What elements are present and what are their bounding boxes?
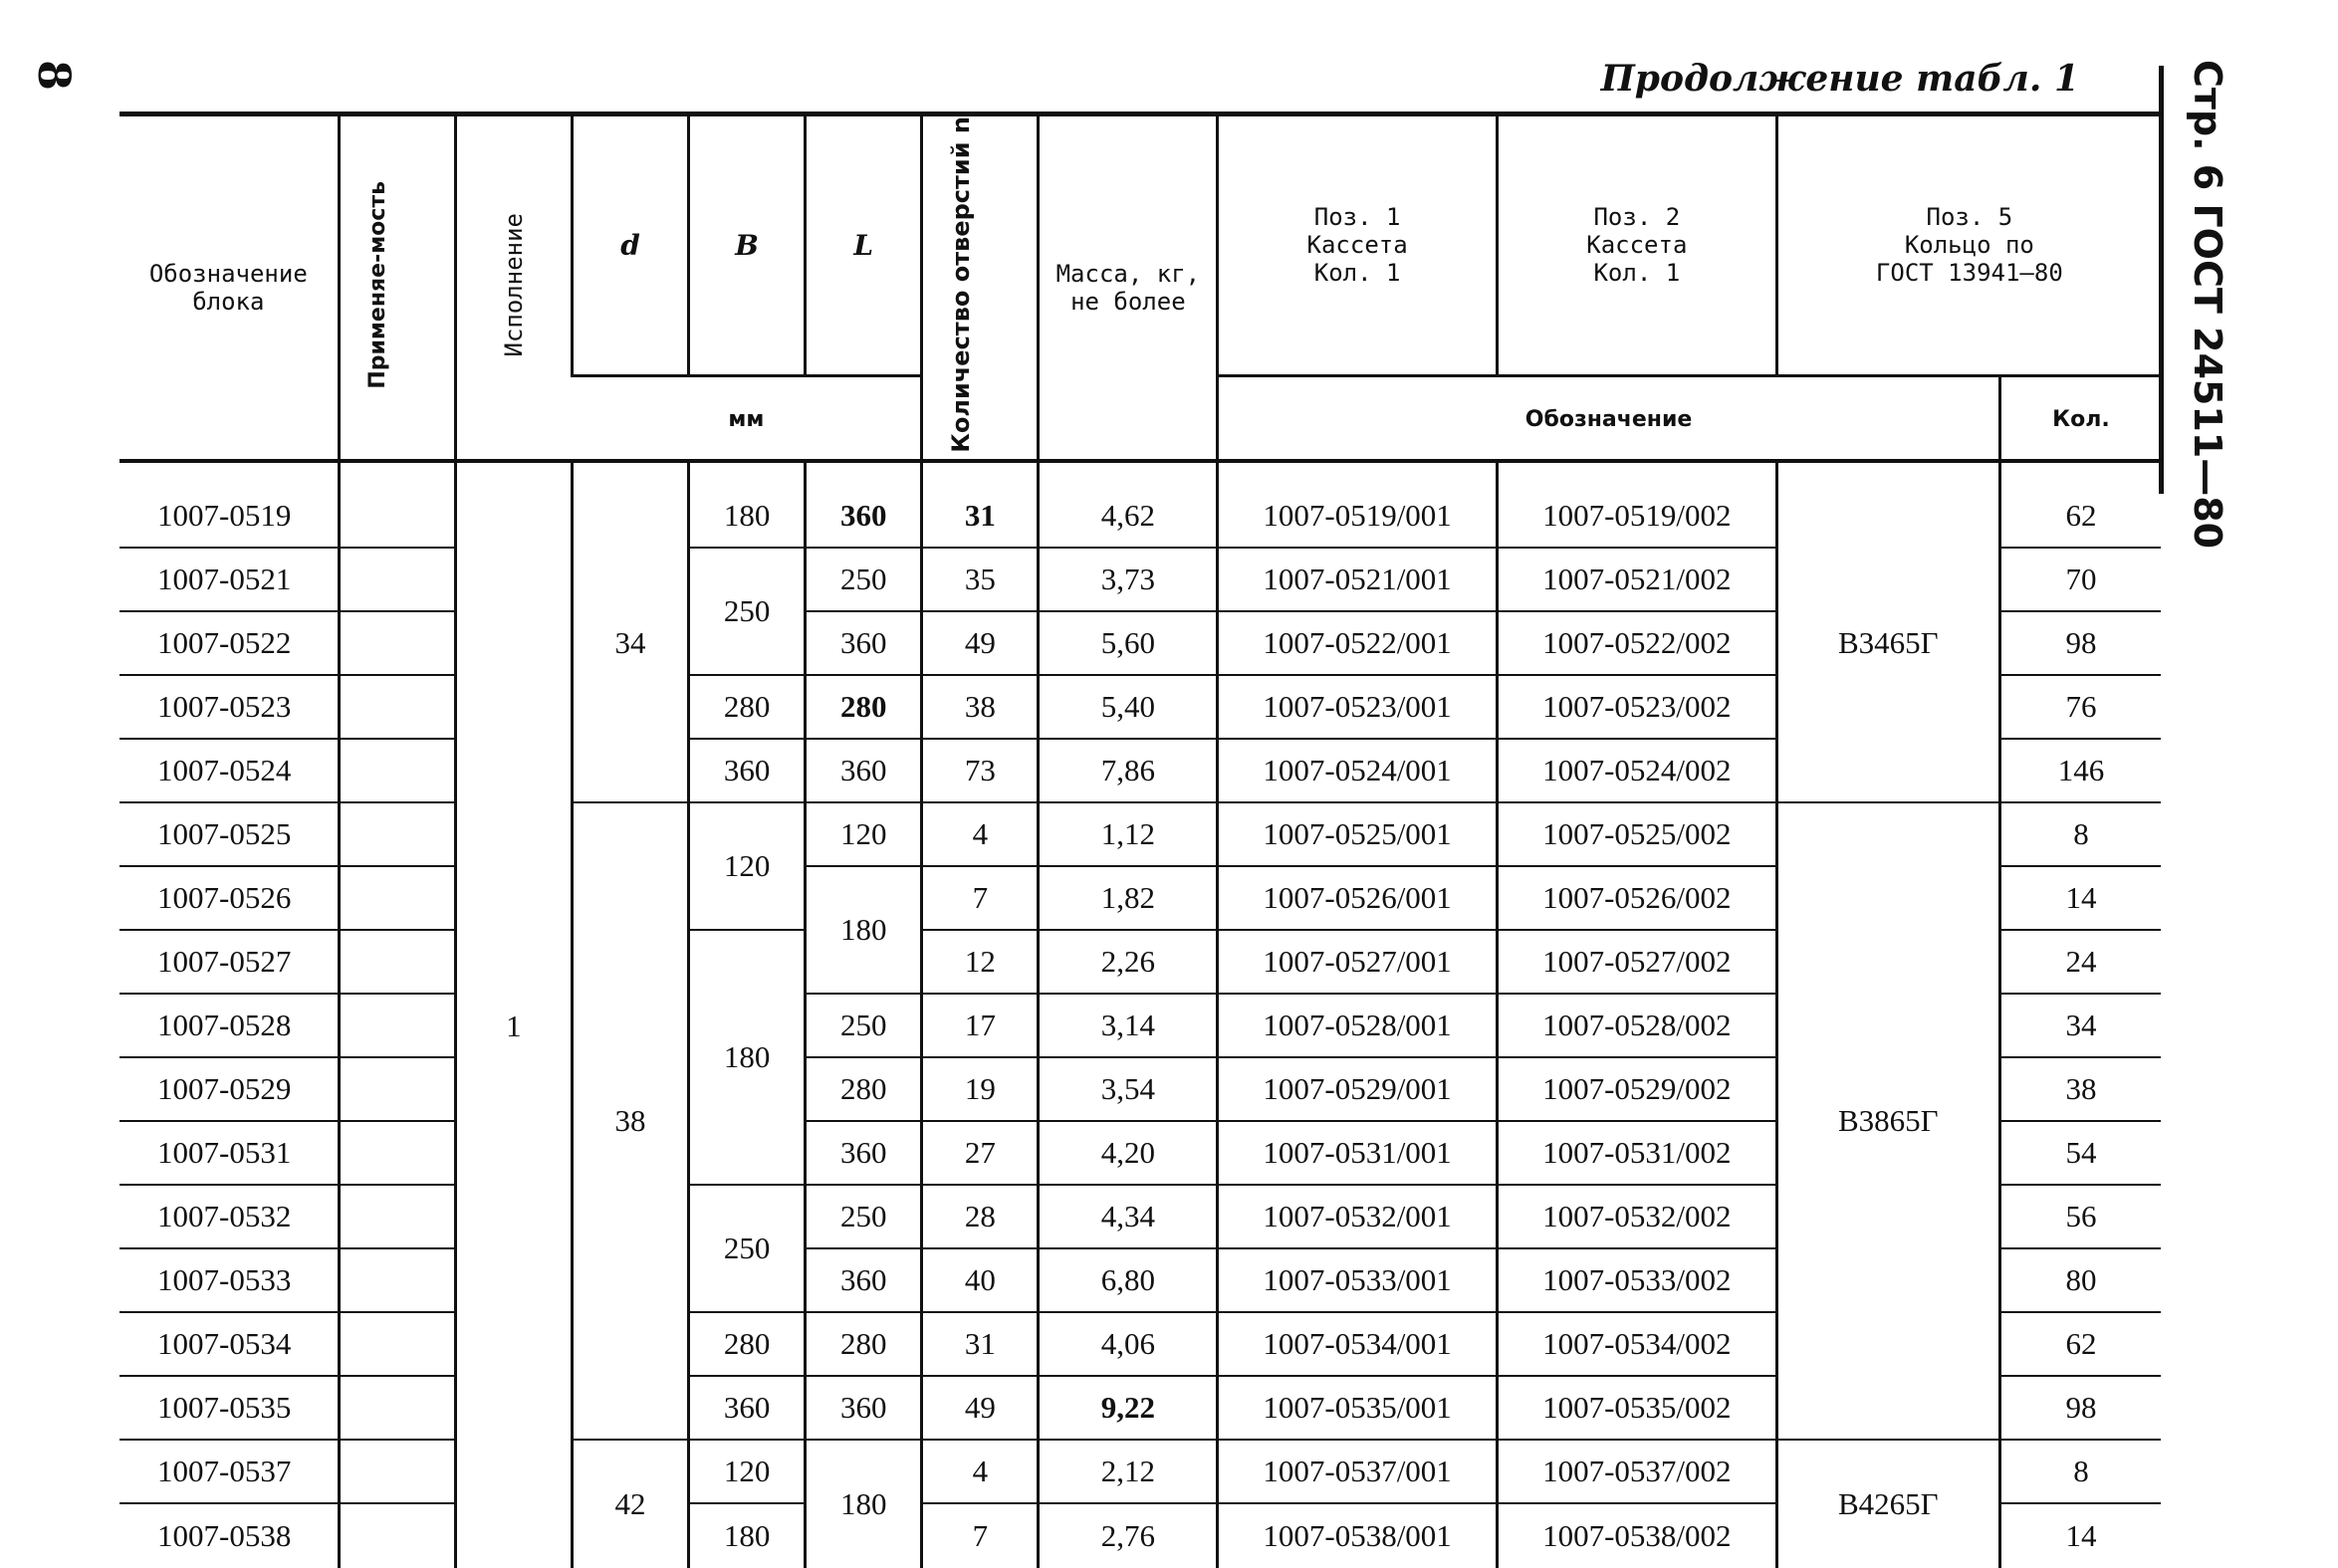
cell-pos2: 1007-0538/002 — [1497, 1503, 1776, 1568]
cell-mass: 3,73 — [1039, 548, 1218, 611]
header-l: L — [806, 114, 922, 376]
cell-ring: В4265Г — [1776, 1440, 1999, 1568]
cell-applicability — [339, 1312, 455, 1376]
cell-pos2: 1007-0523/002 — [1497, 675, 1776, 739]
side-stamp — [2173, 60, 2242, 550]
cell-kol: 54 — [1999, 1121, 2161, 1185]
cell-l: 360 — [806, 611, 922, 675]
header-b: B — [689, 114, 806, 376]
cell-applicability — [339, 1057, 455, 1121]
header-holes: Количество отверстий n — [922, 114, 1039, 461]
cell-pos1: 1007-0534/001 — [1218, 1312, 1498, 1376]
cell-n: 49 — [922, 611, 1039, 675]
cell-code: 1007-0525 — [119, 802, 339, 866]
cell-mass: 4,62 — [1039, 461, 1218, 548]
cell-kol: 14 — [1999, 866, 2161, 930]
header-kol: Кол. — [1999, 375, 2161, 460]
cell-n: 31 — [922, 1312, 1039, 1376]
cell-code: 1007-0531 — [119, 1121, 339, 1185]
header-mm: мм — [572, 375, 921, 460]
cell-l: 280 — [806, 1057, 922, 1121]
cell-pos2: 1007-0525/002 — [1497, 802, 1776, 866]
cell-mass: 7,86 — [1039, 739, 1218, 802]
cell-applicability — [339, 1121, 455, 1185]
cell-applicability — [339, 461, 455, 548]
cell-l: 360 — [806, 739, 922, 802]
cell-n: 4 — [922, 802, 1039, 866]
header-pos5: Поз. 5 Кольцо по ГОСТ 13941—80 — [1776, 114, 2161, 376]
cell-applicability — [339, 1503, 455, 1568]
header-designation: Обозначение блока — [119, 114, 339, 461]
cell-mass: 3,14 — [1039, 994, 1218, 1057]
cell-l: 180 — [806, 866, 922, 994]
cell-kol: 98 — [1999, 1376, 2161, 1440]
cell-d: 42 — [572, 1440, 688, 1568]
cell-kol: 14 — [1999, 1503, 2161, 1568]
cell-pos1: 1007-0533/001 — [1218, 1248, 1498, 1312]
cell-mass: 3,54 — [1039, 1057, 1218, 1121]
cell-pos1: 1007-0529/001 — [1218, 1057, 1498, 1121]
cell-pos2: 1007-0537/002 — [1497, 1440, 1776, 1503]
cell-version: 1 — [455, 461, 572, 1568]
cell-pos2: 1007-0519/002 — [1497, 461, 1776, 548]
cell-n: 31 — [922, 461, 1039, 548]
cell-n: 28 — [922, 1185, 1039, 1248]
cell-pos2: 1007-0521/002 — [1497, 548, 1776, 611]
cell-n: 17 — [922, 994, 1039, 1057]
header-mass: Масса, кг, не более — [1039, 114, 1218, 461]
spec-table — [119, 112, 2161, 1568]
cell-code: 1007-0526 — [119, 866, 339, 930]
cell-mass: 2,76 — [1039, 1503, 1218, 1568]
cell-l: 250 — [806, 1185, 922, 1248]
cell-l: 360 — [806, 1248, 922, 1312]
cell-mass: 5,60 — [1039, 611, 1218, 675]
cell-mass: 1,82 — [1039, 866, 1218, 930]
cell-applicability — [339, 1440, 455, 1503]
cell-kol: 62 — [1999, 1312, 2161, 1376]
cell-n: 73 — [922, 739, 1039, 802]
cell-kol: 8 — [1999, 1440, 2161, 1503]
cell-d: 34 — [572, 461, 688, 802]
cell-pos2: 1007-0531/002 — [1497, 1121, 1776, 1185]
cell-pos2: 1007-0528/002 — [1497, 994, 1776, 1057]
cell-applicability — [339, 739, 455, 802]
cell-code: 1007-0529 — [119, 1057, 339, 1121]
cell-b: 180 — [689, 930, 806, 1185]
cell-code: 1007-0534 — [119, 1312, 339, 1376]
cell-applicability — [339, 611, 455, 675]
cell-pos2: 1007-0532/002 — [1497, 1185, 1776, 1248]
cell-code: 1007-0523 — [119, 675, 339, 739]
cell-pos1: 1007-0524/001 — [1218, 739, 1498, 802]
cell-code: 1007-0532 — [119, 1185, 339, 1248]
cell-n: 7 — [922, 1503, 1039, 1568]
cell-kol: 70 — [1999, 548, 2161, 611]
cell-code: 1007-0524 — [119, 739, 339, 802]
cell-pos1: 1007-0528/001 — [1218, 994, 1498, 1057]
cell-code: 1007-0519 — [119, 461, 339, 548]
cell-b: 360 — [689, 1376, 806, 1440]
cell-l: 360 — [806, 1121, 922, 1185]
cell-mass: 4,06 — [1039, 1312, 1218, 1376]
cell-pos2: 1007-0534/002 — [1497, 1312, 1776, 1376]
cell-code: 1007-0533 — [119, 1248, 339, 1312]
cell-applicability — [339, 1185, 455, 1248]
cell-ring: В3465Г — [1776, 461, 1999, 802]
cell-code: 1007-0538 — [157, 1517, 292, 1553]
cell-mass: 2,12 — [1039, 1440, 1218, 1503]
cell-kol: 80 — [1999, 1248, 2161, 1312]
cell-pos1: 1007-0526/001 — [1218, 866, 1498, 930]
cell-kol: 62 — [1999, 461, 2161, 548]
cell-l: 360 — [806, 461, 922, 548]
cell-n: 49 — [922, 1376, 1039, 1440]
cell-code: 1007-0522 — [119, 611, 339, 675]
cell-pos1: 1007-0531/001 — [1218, 1121, 1498, 1185]
cell-pos2: 1007-0535/002 — [1497, 1376, 1776, 1440]
header-oboznachenie: Обозначение — [1218, 375, 2000, 460]
cell-pos1: 1007-0521/001 — [1218, 548, 1498, 611]
cell-l: 280 — [806, 675, 922, 739]
cell-b: 180 — [689, 461, 806, 548]
cell-applicability — [339, 675, 455, 739]
header-pos2: Поз. 2 Кассета Кол. 1 — [1497, 114, 1776, 376]
cell-mass: 1,12 — [1039, 802, 1218, 866]
cell-mass: 4,34 — [1039, 1185, 1218, 1248]
cell-pos2: 1007-0522/002 — [1497, 611, 1776, 675]
cell-kol: 56 — [1999, 1185, 2161, 1248]
cell-b: 250 — [689, 1185, 806, 1312]
cell-n: 4 — [922, 1440, 1039, 1503]
cell-kol: 146 — [1999, 739, 2161, 802]
cell-pos1: 1007-0538/001 — [1218, 1503, 1498, 1568]
cell-kol: 34 — [1999, 994, 2161, 1057]
header-applicability: Применяе-мость — [339, 114, 455, 461]
cell-n: 27 — [922, 1121, 1039, 1185]
cell-applicability — [339, 802, 455, 866]
cell-mass: 2,26 — [1039, 930, 1218, 994]
cell-applicability — [339, 1248, 455, 1312]
cell-mass: 9,22 — [1039, 1376, 1218, 1440]
cell-l: 120 — [806, 802, 922, 866]
cell-l: 250 — [806, 994, 922, 1057]
cell-code: 1007-0521 — [119, 548, 339, 611]
cell-kol: 38 — [1999, 1057, 2161, 1121]
cell-kol: 8 — [1999, 802, 2161, 866]
cell-pos2: 1007-0533/002 — [1497, 1248, 1776, 1312]
page-number: 8 — [27, 60, 79, 91]
cell-pos1: 1007-0523/001 — [1218, 675, 1498, 739]
cell-applicability — [339, 866, 455, 930]
header-version: Исполнение — [455, 114, 572, 461]
cell-l: 360 — [806, 1376, 922, 1440]
cell-b: 280 — [689, 1312, 806, 1376]
cell-l: 280 — [806, 1312, 922, 1376]
cell-code: 1007-0527 — [119, 930, 339, 994]
cell-n: 7 — [922, 866, 1039, 930]
cell-kol: 76 — [1999, 675, 2161, 739]
cell-code: 1007-0537 — [119, 1440, 339, 1503]
cell-code: 1007-0535 — [119, 1376, 339, 1440]
side-stamp-text: Стр. 6 ГОСТ 24511—80 — [2186, 60, 2229, 550]
cell-b: 120 — [689, 1440, 806, 1503]
table-row — [119, 802, 2161, 866]
cell-n: 40 — [922, 1248, 1039, 1312]
cell-ring: В3865Г — [1776, 802, 1999, 1440]
cell-b: 280 — [689, 675, 806, 739]
cell-n: 19 — [922, 1057, 1039, 1121]
table-row — [119, 461, 2161, 548]
cell-b: 360 — [689, 739, 806, 802]
cell-l: 180 — [806, 1440, 922, 1568]
cell-kol: 98 — [1999, 611, 2161, 675]
cell-pos1: 1007-0535/001 — [1218, 1376, 1498, 1440]
cell-pos2: 1007-0526/002 — [1497, 866, 1776, 930]
cell-mass: 6,80 — [1039, 1248, 1218, 1312]
cell-kol: 24 — [1999, 930, 2161, 994]
cell-n: 35 — [922, 548, 1039, 611]
cell-b: 250 — [689, 548, 806, 675]
cell-b: 180 — [689, 1503, 806, 1568]
cell-pos2: 1007-0529/002 — [1497, 1057, 1776, 1121]
cell-pos1: 1007-0525/001 — [1218, 802, 1498, 866]
cell-pos1: 1007-0522/001 — [1218, 611, 1498, 675]
cell-n: 12 — [922, 930, 1039, 994]
header-d: d — [572, 114, 688, 376]
cell-b: 120 — [689, 802, 806, 930]
cell-applicability — [339, 930, 455, 994]
cell-applicability — [339, 994, 455, 1057]
cell-l: 250 — [806, 548, 922, 611]
table-row — [119, 1440, 2161, 1503]
continuation-title: Продолжение табл. 1 — [1600, 58, 2079, 100]
cell-pos1: 1007-0537/001 — [1218, 1440, 1498, 1503]
cell-applicability — [339, 548, 455, 611]
cell-d: 38 — [572, 802, 688, 1440]
cell-code: 1007-0528 — [119, 994, 339, 1057]
cell-mass: 4,20 — [1039, 1121, 1218, 1185]
cell-pos2: 1007-0527/002 — [1497, 930, 1776, 994]
cell-pos1: 1007-0527/001 — [1218, 930, 1498, 994]
cell-mass: 5,40 — [1039, 675, 1218, 739]
cell-pos1: 1007-0519/001 — [1218, 461, 1498, 548]
cell-pos1: 1007-0532/001 — [1218, 1185, 1498, 1248]
header-pos1: Поз. 1 Кассета Кол. 1 — [1218, 114, 1498, 376]
cell-pos2: 1007-0524/002 — [1497, 739, 1776, 802]
cell-applicability — [339, 1376, 455, 1440]
cell-n: 38 — [922, 675, 1039, 739]
